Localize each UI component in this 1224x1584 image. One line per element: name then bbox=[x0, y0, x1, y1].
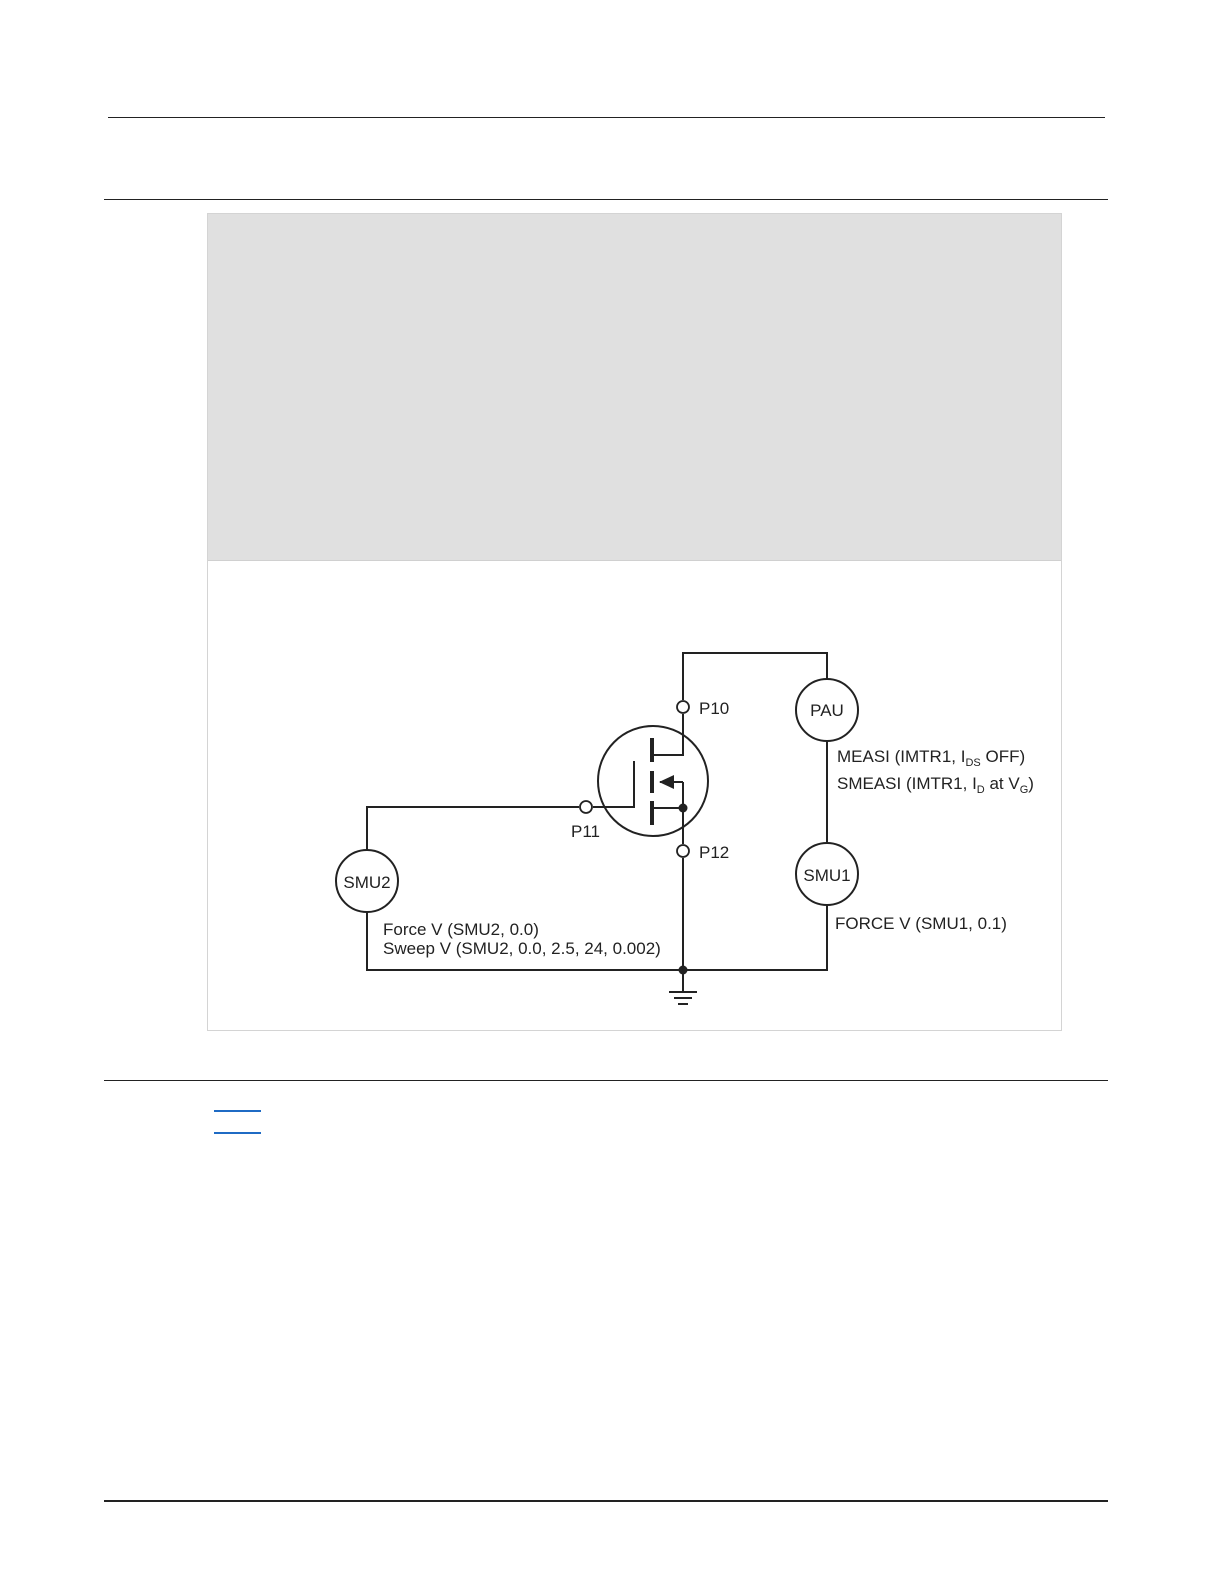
mosfet-symbol bbox=[593, 714, 708, 836]
wire-smu1-to-ground bbox=[683, 892, 827, 970]
link-underline-bottom[interactable] bbox=[214, 1132, 261, 1134]
smu2-sweep-label: Sweep V (SMU2, 0.0, 2.5, 24, 0.002) bbox=[383, 939, 661, 958]
pin-terminal-p10 bbox=[677, 701, 689, 713]
mosfet-drain-lead bbox=[652, 714, 683, 755]
header-rule-top bbox=[108, 117, 1105, 118]
header-rule-bottom bbox=[104, 199, 1108, 200]
smu2-label: SMU2 bbox=[343, 873, 391, 892]
smu1-label: SMU1 bbox=[803, 866, 851, 885]
pin-label-p10: P10 bbox=[699, 699, 730, 718]
pau-smeasi-label: SMEASI (IMTR1, $I_D$ at $V_G$) bbox=[837, 774, 1034, 796]
mosfet-arrow-icon bbox=[659, 775, 674, 789]
section-rule bbox=[104, 1080, 1108, 1081]
junction-ground bbox=[679, 966, 688, 975]
pin-terminal-p11 bbox=[580, 801, 592, 813]
junction-source bbox=[679, 804, 688, 813]
pin-terminal-p12 bbox=[677, 845, 689, 857]
figure-frame bbox=[207, 213, 1062, 1031]
smu2-force-label: Force V (SMU2, 0.0) bbox=[383, 920, 539, 939]
wire-gate-to-smu2 bbox=[367, 807, 579, 854]
circuit-diagram bbox=[208, 214, 1063, 1032]
smu1-force-label: FORCE V (SMU1, 0.1) bbox=[835, 914, 1007, 933]
pau-label: PAU bbox=[810, 701, 844, 720]
ground-icon bbox=[669, 992, 697, 1004]
pau-measi-label: MEASI (IMTR1, $I_{DS}$ OFF) bbox=[837, 747, 1026, 769]
pin-label-p12: P12 bbox=[699, 843, 730, 862]
link-underline-top[interactable] bbox=[214, 1110, 261, 1112]
footer-rule bbox=[104, 1500, 1108, 1502]
pin-label-p11: P11 bbox=[571, 822, 600, 841]
